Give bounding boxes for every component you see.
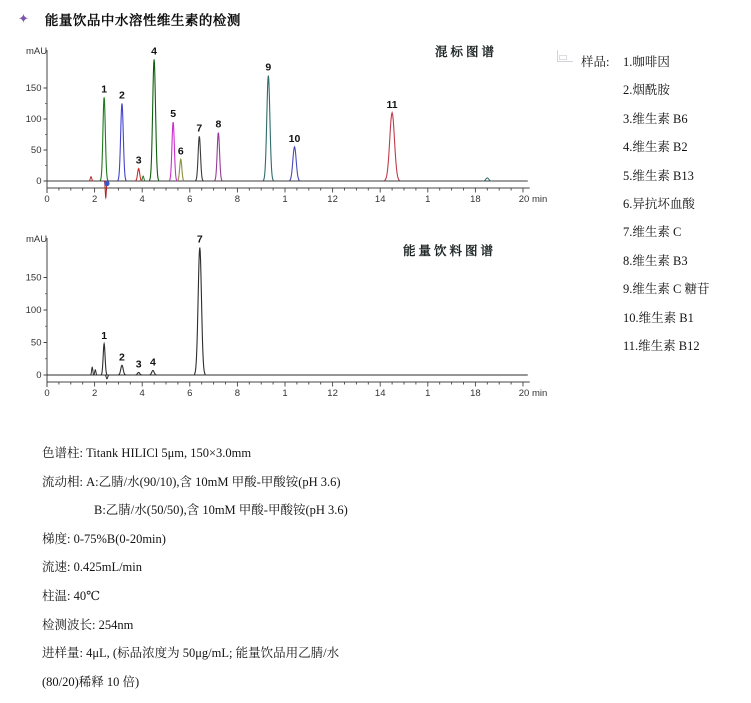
peak-number-label: 1 — [101, 329, 108, 342]
broken-image-placeholder-icon — [557, 50, 573, 62]
x-tick-label: 2 — [91, 194, 98, 205]
y-tick-label: 50 — [30, 145, 42, 156]
x-tick-label: 20 min — [518, 388, 548, 399]
chromatogram-mix-standard — [25, 30, 555, 213]
x-tick-label: 14 — [374, 194, 386, 205]
x-tick-label: 18 — [470, 388, 481, 399]
peak-trace-11 — [384, 113, 400, 181]
sample-list-row — [581, 336, 709, 364]
sample-item-text: 11.维生素 B12 — [623, 338, 700, 353]
peak-trace-1 — [101, 344, 107, 375]
four-pointed-star-icon: ✦ — [18, 11, 29, 27]
peak-trace-7 — [195, 136, 203, 180]
condition-line: 流速: 0.425mL/min — [42, 560, 143, 575]
peak-trace-2 — [118, 104, 127, 181]
peak-number-label: 7 — [196, 233, 203, 246]
peak-number-label: 9 — [265, 61, 272, 74]
sample-item-text: 8.维生素 B3 — [623, 253, 688, 268]
x-tick-label: 8 — [234, 194, 241, 205]
sample-list-row — [581, 194, 709, 222]
x-tick-label: 8 — [234, 388, 241, 399]
condition-line: 色谱柱: Titank HILICl 5μm, 150×3.0mm — [42, 446, 252, 460]
peak-trace-5 — [169, 122, 177, 181]
y-tick-label: 100 — [25, 114, 42, 125]
peak-trace-10 — [289, 147, 300, 181]
x-tick-label: 1 — [425, 388, 431, 399]
peak-trace-6 — [177, 159, 184, 181]
x-tick-label: 1 — [282, 388, 288, 399]
method-conditions — [42, 443, 348, 700]
peak-number-label: 6 — [177, 145, 184, 158]
chromatogram-energy-drink — [25, 210, 555, 405]
condition-line: 进样量: 4μL, (标品浓度为 50μg/mL; 能量饮品用乙腈/水 — [42, 646, 340, 661]
sample-list-row — [581, 279, 709, 307]
x-tick-label: 18 — [470, 194, 481, 205]
peak-number-label: 3 — [135, 154, 142, 167]
condition-line: 柱温: 40℃ — [42, 588, 101, 603]
sample-list-row — [581, 80, 709, 108]
peak-trace-3 — [135, 169, 142, 181]
condition-line: (80/20)稀释 10 倍) — [42, 674, 140, 689]
sample-list-row — [581, 222, 709, 250]
y-tick-label: 150 — [25, 272, 42, 284]
peak-number-label: 2 — [119, 89, 125, 102]
peak-trace-7 — [194, 248, 205, 375]
sample-item-text: 4.维生素 B2 — [623, 140, 688, 155]
x-tick-label: 1 — [282, 194, 288, 205]
peak-number-label: 4 — [149, 356, 156, 369]
sample-item-text: 2.烟酰胺 — [623, 83, 670, 98]
y-tick-label: 0 — [36, 370, 42, 381]
page-title-row — [18, 9, 241, 29]
sample-list — [581, 52, 709, 364]
sample-list-row — [581, 109, 709, 137]
peak-trace-2 — [118, 365, 126, 375]
minor-peak-trace — [89, 177, 94, 181]
sample-list-row — [581, 251, 709, 279]
condition-line: 梯度: 0-75%B(0-20min) — [42, 531, 166, 546]
peak-number-label: 3 — [135, 358, 142, 371]
sample-list-row — [581, 137, 709, 165]
minor-peak-trace — [105, 375, 110, 379]
condition-line: 检测波长: 254nm — [42, 617, 134, 632]
sample-item-text: 10.维生素 B1 — [623, 310, 694, 325]
sample-item-text: 6.异抗坏血酸 — [623, 196, 695, 211]
peak-number-label: 7 — [196, 122, 203, 135]
sample-item-text: 5.维生素 B13 — [623, 168, 694, 183]
sample-item-text: 7.维生素 C — [623, 225, 682, 240]
peak-number-label: 1 — [101, 83, 108, 96]
x-tick-label: 1 — [425, 194, 431, 205]
x-tick-label: 6 — [187, 388, 193, 399]
trace-marker-dot — [104, 181, 109, 186]
x-tick-label: 0 — [44, 388, 50, 399]
peak-number-label: 4 — [151, 45, 158, 58]
sample-list-row — [581, 166, 709, 194]
chromatogram-energy-drink-plot — [25, 210, 555, 405]
sample-list-row — [581, 308, 709, 336]
chromatogram-energy-drink-title: 能量饮料图谱 — [403, 244, 497, 258]
minor-peak-trace — [93, 370, 97, 375]
peak-number-label: 8 — [215, 118, 222, 131]
page-title: 能量饮品中水溶性维生素的检测 — [44, 13, 241, 28]
y-tick-label: 150 — [25, 83, 42, 94]
condition-line: B:乙腈/水(50/50),含 10mM 甲酸-甲酸铵(pH 3.6) — [94, 503, 348, 518]
chromatogram-mix-standard-title: 混标图谱 — [435, 45, 498, 59]
y-tick-label: 0 — [36, 176, 42, 187]
condition-line: 流动相: A:乙腈/水(90/10),含 10mM 甲酸-甲酸铵(pH 3.6) — [42, 474, 341, 489]
x-tick-label: 0 — [44, 194, 50, 205]
sample-list-row — [581, 52, 709, 80]
sample-item-text: 3.维生素 B6 — [623, 111, 688, 126]
x-tick-label: 2 — [91, 388, 98, 399]
x-tick-label: 4 — [139, 388, 145, 399]
peak-trace-4 — [149, 370, 157, 375]
sample-item-text: 9.维生素 C 糖苷 — [623, 282, 710, 297]
x-tick-label: 4 — [139, 194, 145, 205]
minor-peak-trace — [90, 367, 94, 375]
y-tick-label: 50 — [30, 337, 42, 349]
sample-item-text: 1.咖啡因 — [623, 55, 670, 69]
peak-trace-9 — [263, 76, 273, 181]
x-tick-label: 14 — [374, 388, 386, 399]
x-tick-label: 12 — [327, 194, 338, 205]
y-axis-unit-label: mAU — [26, 46, 48, 57]
x-tick-label: 12 — [327, 388, 338, 399]
y-axis-unit-label: mAU — [26, 234, 48, 245]
peak-number-label: 5 — [170, 108, 177, 121]
peak-trace-4 — [149, 59, 158, 180]
peak-trace-8 — [214, 133, 222, 181]
peak-trace-1 — [100, 97, 108, 180]
peak-number-label: 10 — [288, 132, 301, 145]
x-tick-label: 20 min — [518, 194, 548, 205]
peak-number-label: 11 — [386, 98, 398, 111]
peak-number-label: 2 — [119, 351, 125, 364]
sample-list-label: 样品: — [581, 55, 610, 69]
y-tick-label: 100 — [25, 305, 42, 316]
x-tick-label: 6 — [187, 194, 193, 205]
